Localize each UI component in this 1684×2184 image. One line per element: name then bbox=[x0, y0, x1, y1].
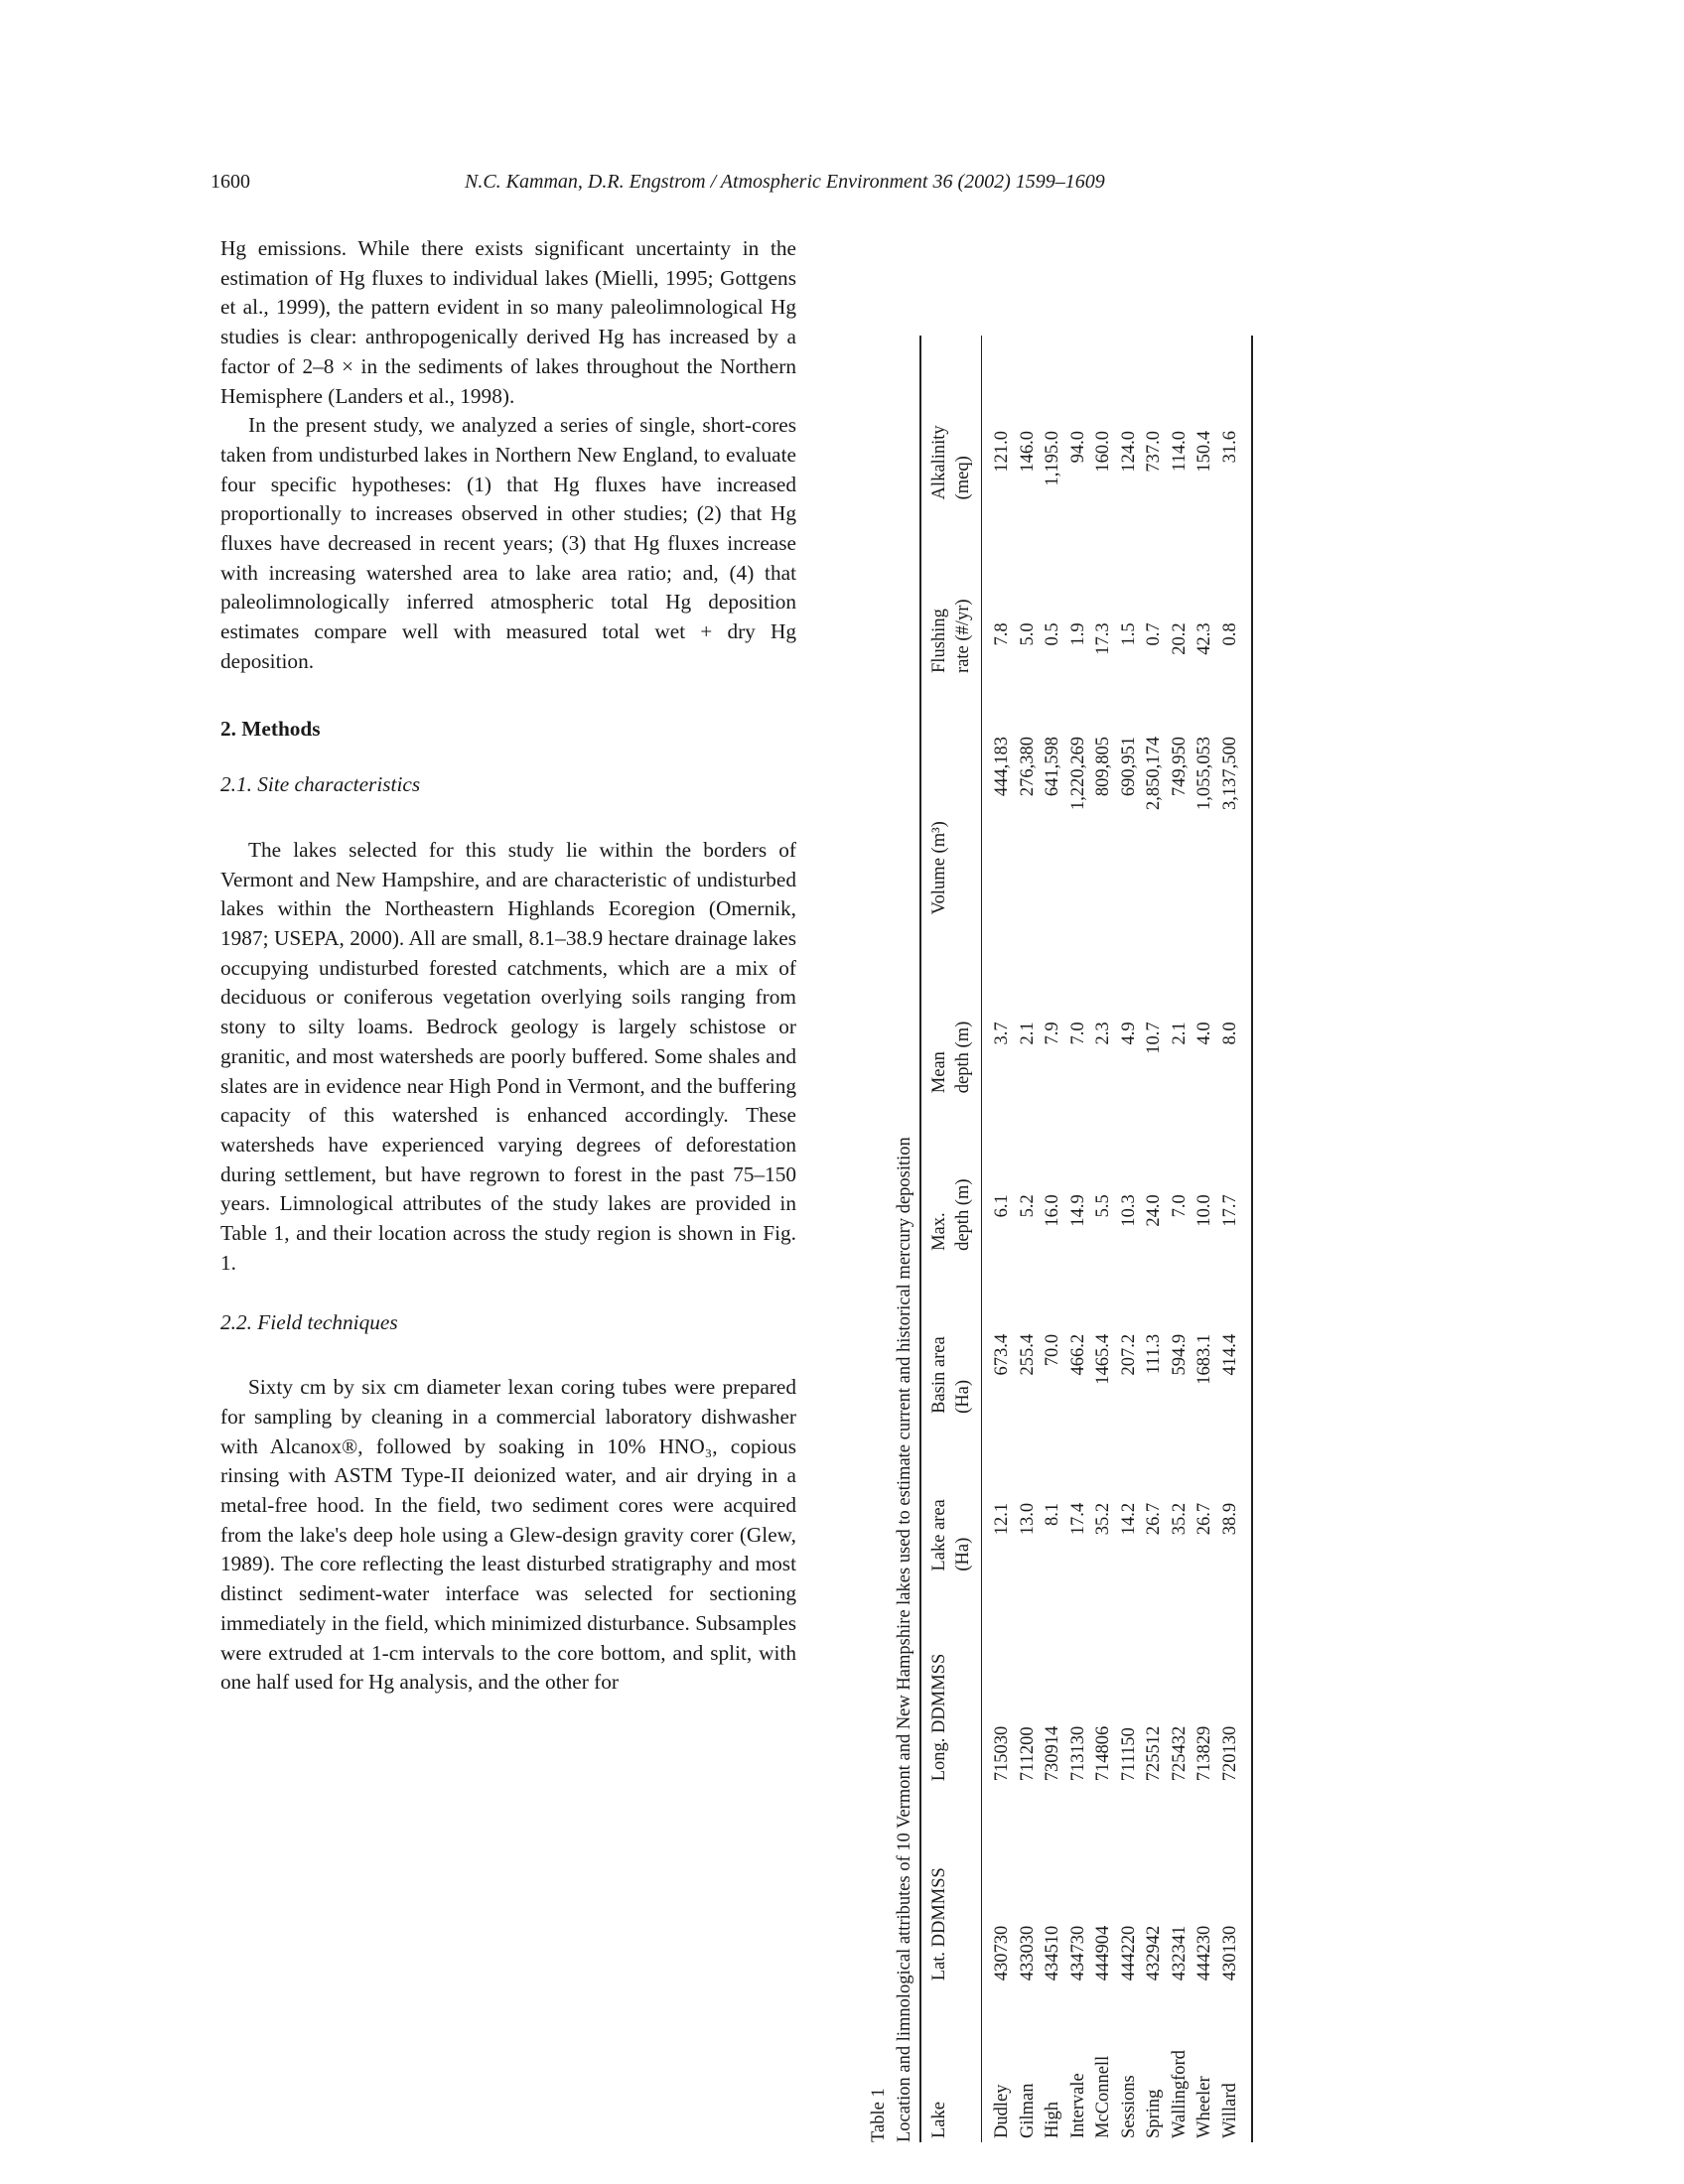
column-header: Alkalinity (meq) bbox=[929, 425, 973, 500]
table-cell: 0.8 bbox=[1219, 622, 1240, 646]
table-cell: 466.2 bbox=[1067, 1333, 1088, 1376]
table-cell: 1,055,053 bbox=[1194, 736, 1214, 810]
table-row bbox=[1142, 336, 1168, 2142]
table-cell: 444,183 bbox=[992, 736, 1012, 797]
table-cell: 10.3 bbox=[1118, 1194, 1139, 1227]
table-cell: 94.0 bbox=[1067, 431, 1088, 464]
table-row bbox=[982, 336, 1016, 2142]
column-header: Lake bbox=[929, 2102, 949, 2138]
table-cell: 432341 bbox=[1169, 1925, 1190, 1981]
table-cell: 124.0 bbox=[1118, 431, 1139, 473]
table-cell: 673.4 bbox=[992, 1333, 1012, 1376]
table-cell: 24.0 bbox=[1144, 1194, 1164, 1227]
column-header: Lat. DDMMSS bbox=[929, 1867, 949, 1981]
paragraph-4: Sixty cm by six cm diameter lexan coring tubes were prepared for sampling by cleaning in a commercial laboratory dishwasher with Alcanox®, followed by soaking in 10% HNO₃, copious rinsing with ASTM Type-II deionized water, and air drying in a metal-free hood. In the field, two sediment cores were acquired from the lake's deep hole using a Glew-design gravity corer (Glew, 1989). The core reflecting the least disturbed stratigraphy and most distinct sediment-water interface was selected for sectioning immediately in the field, which minimized disturbance. Subsamples were extruded at 1-cm intervals to the core bottom, and split, with one half used for Hg analysis, and the other for bbox=[220, 1375, 796, 1695]
table-cell: 0.5 bbox=[1043, 622, 1062, 646]
table-cell: 255.4 bbox=[1017, 1333, 1038, 1376]
table-cell: 207.2 bbox=[1118, 1333, 1139, 1376]
table-cell: 414.4 bbox=[1219, 1333, 1240, 1376]
table-cell: 146.0 bbox=[1017, 431, 1038, 473]
table-cell: 444230 bbox=[1194, 1925, 1214, 1981]
table-cell: 737.0 bbox=[1144, 431, 1164, 473]
column-header: Flushing rate (#/yr) bbox=[929, 599, 973, 673]
column-header: Lake area (Ha) bbox=[929, 1499, 973, 1571]
table-cell: 20.2 bbox=[1169, 622, 1190, 655]
table-cell: 713829 bbox=[1194, 1725, 1214, 1782]
table-cell: 1683.1 bbox=[1194, 1333, 1214, 1385]
table-row bbox=[1117, 336, 1143, 2142]
table-cell: 749,950 bbox=[1169, 736, 1190, 797]
table-cell: Dudley bbox=[992, 2084, 1012, 2138]
table-cell: 1.9 bbox=[1067, 622, 1088, 646]
table-cell: 711200 bbox=[1017, 1726, 1038, 1782]
table-cell: 35.2 bbox=[1169, 1502, 1190, 1536]
table-cell: 1,195.0 bbox=[1043, 431, 1062, 486]
table-cell: 715030 bbox=[992, 1725, 1012, 1782]
table-cell: 16.0 bbox=[1043, 1194, 1062, 1227]
table-cell: 6.1 bbox=[992, 1194, 1012, 1218]
table-cell: 17.7 bbox=[1219, 1194, 1240, 1227]
table-cell: Intervale bbox=[1067, 2073, 1088, 2138]
table-cell: 4.9 bbox=[1118, 1022, 1139, 1045]
table-cell: 14.2 bbox=[1118, 1502, 1139, 1536]
table-caption: Location and limnological attributes of 10 Vermont and New Hampshire lakes used to estimate current and historical mercury deposition bbox=[895, 1137, 914, 2142]
table-cell: High bbox=[1043, 2102, 1062, 2138]
table-cell: 276,380 bbox=[1017, 736, 1038, 797]
table-cell: 2,850,174 bbox=[1144, 736, 1164, 810]
table-cell: Sessions bbox=[1118, 2075, 1139, 2138]
table-cell: 444904 bbox=[1093, 1925, 1113, 1981]
table-cell: 434510 bbox=[1043, 1925, 1062, 1981]
table-cell: 7.8 bbox=[992, 622, 1012, 646]
table-cell: 3,137,500 bbox=[1219, 736, 1240, 810]
table-caption-block bbox=[866, 316, 919, 2142]
table-cell: McConnell bbox=[1093, 2055, 1113, 2138]
table-cell: 711150 bbox=[1118, 1727, 1139, 1782]
table-cell: 1465.4 bbox=[1093, 1333, 1113, 1385]
table-cell: 7.0 bbox=[1169, 1194, 1190, 1218]
table-cell: Wallingford bbox=[1169, 2050, 1190, 2138]
table-cell: 0.7 bbox=[1144, 622, 1164, 646]
table-cell: 2.1 bbox=[1169, 1022, 1190, 1045]
table-cell: 714806 bbox=[1093, 1725, 1113, 1782]
section-heading-methods: 2. Methods bbox=[220, 716, 321, 741]
table-cell: 720130 bbox=[1219, 1725, 1240, 1782]
paragraph-2: In the present study, we analyzed a series of single, short-cores taken from undisturbed lakes in Northern New England, to evaluate four specific hypotheses: (1) that Hg fluxes have increased proportionally to increases observed in other studies; (2) that Hg fluxes have decreased in recent years; (3) that Hg fluxes increase with increasing watershed area to lake area ratio; and, (4) that paleolimnologically inferred atmospheric total Hg deposition estimates compare well with measured total wet + dry Hg deposition. bbox=[220, 413, 796, 673]
table-cell: 2.3 bbox=[1093, 1022, 1113, 1045]
table-row bbox=[1066, 336, 1092, 2142]
column-header: Mean depth (m) bbox=[929, 1021, 973, 1094]
table-cell: 430130 bbox=[1219, 1925, 1240, 1981]
page-header bbox=[0, 171, 1684, 210]
table-1 bbox=[866, 316, 1293, 2142]
table-header-row bbox=[920, 336, 982, 2142]
table-cell: 35.2 bbox=[1093, 1502, 1113, 1536]
table-body bbox=[982, 336, 1253, 2142]
table-cell: 7.9 bbox=[1043, 1022, 1062, 1045]
table-cell: 10.7 bbox=[1144, 1022, 1164, 1054]
table-label: Table 1 bbox=[869, 2088, 889, 2142]
table-row bbox=[1218, 336, 1253, 2142]
page-number: 1600 bbox=[210, 171, 250, 193]
table-cell: 444220 bbox=[1118, 1925, 1139, 1981]
table-cell: 26.7 bbox=[1194, 1502, 1214, 1536]
table-cell: 1.5 bbox=[1118, 622, 1139, 646]
table-row bbox=[1041, 336, 1066, 2142]
table-cell: 42.3 bbox=[1194, 622, 1214, 655]
table-cell: 7.0 bbox=[1067, 1022, 1088, 1045]
column-header: Long. DDMMSS bbox=[929, 1653, 949, 1782]
table-cell: 5.0 bbox=[1017, 622, 1038, 646]
body-column bbox=[220, 234, 796, 1698]
table-cell: 14.9 bbox=[1067, 1194, 1088, 1227]
table-cell: 5.5 bbox=[1093, 1194, 1113, 1218]
running-head: N.C. Kamman, D.R. Engstrom / Atmospheric Environment 36 (2002) 1599–1609 bbox=[465, 171, 1105, 193]
table-cell: 725512 bbox=[1144, 1725, 1164, 1782]
table-cell: 8.1 bbox=[1043, 1502, 1062, 1527]
table-cell: 26.7 bbox=[1144, 1502, 1164, 1536]
table-cell: 13.0 bbox=[1017, 1502, 1038, 1536]
paragraph-3: The lakes selected for this study lie within the borders of Vermont and New Hampshire, and are characteristic of undisturbed lakes within the Northeastern Highlands Ecoregion (Omernik, 1987; USEPA, 2000). All are small, 8.1–38.9 hectare drainage lakes occupying undisturbed forested catchments, which are a mix of deciduous or coniferous vegetation overlying soils ranging from stony to silty loams. Bedrock geology is largely schistose or granitic, and most watersheds are poorly buffered. Some shales and slates are in evidence near High Pond in Vermont, and the buffering capacity of this watershed is enhanced accordingly. These watersheds have experienced varying degrees of deforestation during settlement, but have regrown to forest in the past 75–150 years. Limnological attributes of the study lakes are provided in Table 1, and their location across the study region is shown in Fig. 1. bbox=[220, 837, 796, 1275]
table-cell: 690,951 bbox=[1118, 736, 1139, 797]
table-cell: 121.0 bbox=[992, 431, 1012, 473]
table-cell: Willard bbox=[1219, 2083, 1240, 2138]
table-cell: 10.0 bbox=[1194, 1194, 1214, 1227]
table-cell: 160.0 bbox=[1093, 431, 1113, 473]
table-cell: 433030 bbox=[1017, 1925, 1038, 1981]
table-cell: 434730 bbox=[1067, 1925, 1088, 1981]
table-cell: 31.6 bbox=[1219, 431, 1240, 464]
table-cell: 8.0 bbox=[1219, 1022, 1240, 1045]
table-cell: 1,220,269 bbox=[1067, 736, 1088, 810]
table-cell: 430730 bbox=[992, 1925, 1012, 1981]
table-cell: 713130 bbox=[1067, 1725, 1088, 1782]
table-cell: 641,598 bbox=[1043, 736, 1062, 797]
table-cell: 725432 bbox=[1169, 1725, 1190, 1782]
table-cell: 70.0 bbox=[1043, 1333, 1062, 1367]
table-cell: 2.1 bbox=[1017, 1022, 1038, 1045]
table-cell: 111.3 bbox=[1144, 1333, 1164, 1375]
table-row bbox=[1193, 336, 1218, 2142]
column-header: Volume (m³) bbox=[929, 821, 949, 915]
table-cell: 12.1 bbox=[992, 1502, 1012, 1536]
table-cell: 730914 bbox=[1043, 1725, 1062, 1782]
table-cell: 150.4 bbox=[1194, 431, 1214, 473]
table-cell: 114.0 bbox=[1169, 431, 1190, 472]
table-cell: Gilman bbox=[1017, 2083, 1038, 2138]
table-cell: 594.9 bbox=[1169, 1333, 1190, 1376]
table-cell: 3.7 bbox=[992, 1022, 1012, 1045]
table-cell: 809,805 bbox=[1093, 736, 1113, 797]
table-cell: 432942 bbox=[1144, 1925, 1164, 1981]
column-header: Basin area (Ha) bbox=[929, 1336, 973, 1414]
table-cell: Spring bbox=[1144, 2089, 1164, 2138]
table-cell: 38.9 bbox=[1219, 1502, 1240, 1536]
subsection-heading-site: 2.1. Site characteristics bbox=[220, 772, 421, 797]
paragraph-1: Hg emissions. While there exists significant uncertainty in the estimation of Hg fluxes to individual lakes (Mielli, 1995; Gottgens et al., 1999), the pattern evident in so many paleolimnological Hg studies is clear: anthropogenically derived Hg has increased by a factor of 2–8 × in the sediments of lakes throughout the Northern Hemisphere (Landers et al., 1998). bbox=[220, 236, 796, 408]
subsection-heading-field: 2.2. Field techniques bbox=[220, 1309, 398, 1334]
table-row bbox=[1091, 336, 1117, 2142]
table-row bbox=[1168, 336, 1193, 2142]
table-cell: 5.2 bbox=[1017, 1194, 1038, 1218]
table-cell: 17.3 bbox=[1093, 622, 1113, 655]
table-cell: 4.0 bbox=[1194, 1022, 1214, 1045]
table-cell: 17.4 bbox=[1067, 1502, 1088, 1536]
table-row bbox=[1016, 336, 1042, 2142]
table-cell: Wheeler bbox=[1194, 2076, 1214, 2138]
attributes-table bbox=[919, 336, 1253, 2142]
column-header: Max. depth (m) bbox=[929, 1178, 973, 1251]
